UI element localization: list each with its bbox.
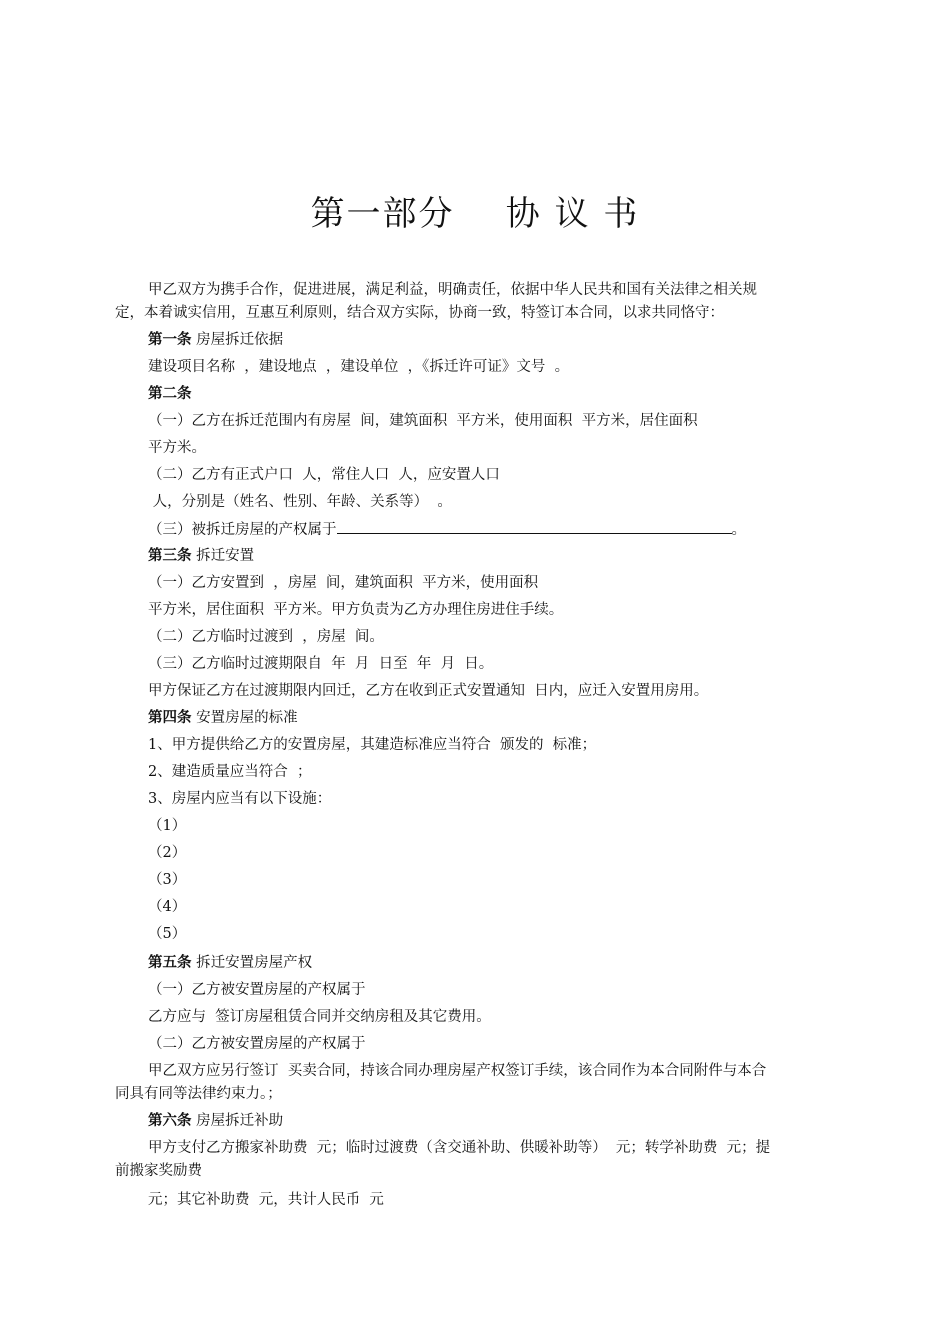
article-3-line-1: （一）乙方安置到 ，房屋 间，建筑面积 平方米，使用面积	[148, 575, 539, 591]
intro-line-1: 甲乙双方为携手合作，促进进展，满足利益，明确责任，依据中华人民共和国有关法律之相关规	[148, 282, 757, 298]
article-2-line-1: （一）乙方在拆迁范围内有房屋 间，建筑面积 平方米，使用面积 平方米，居住面积	[148, 413, 698, 429]
facility-item: （3）	[148, 872, 187, 888]
article-5-heading-line	[148, 953, 312, 973]
intro-line-2: 定，本着诚实信用，互惠互利原则，结合双方实际，协商一致，特签订本合同，以求共同恪守：	[115, 305, 724, 321]
article-4-heading: 第四条	[148, 710, 192, 726]
article-4-line-2: 2、建造质量应当符合 ；	[148, 764, 312, 780]
article-5-line-5: 同具有同等法律约束力。；	[115, 1086, 282, 1102]
page-title: 第一部分 协 议 书	[310, 194, 640, 234]
facility-item: （2）	[148, 845, 187, 861]
facility-item: （5）	[148, 926, 187, 942]
article-2-line-3: （二）乙方有正式户口 人，常住人口 人，应安置人口	[148, 467, 500, 483]
article-5-line-4: 甲乙双方应另行签订 买卖合同，持该合同办理房屋产权签订手续，该合同作为本合同附件与本合	[148, 1063, 767, 1079]
article-2-line-5-prefix: （三）被拆迁房屋的产权属于	[148, 522, 337, 538]
article-3-line-3: （二）乙方临时过渡到 ，房屋 间。	[148, 629, 384, 645]
article-2-heading-line	[148, 384, 192, 404]
article-1-heading-line	[148, 330, 283, 350]
article-6-line-1: 甲方支付乙方搬家补助费 元；临时过渡费（含交通补助、供暖补助等） 元；转学补助费 元；提	[148, 1140, 771, 1156]
facility-item: （1）	[148, 818, 187, 834]
blank-underline	[337, 519, 732, 534]
article-5-title: 拆迁安置房屋产权	[191, 955, 313, 971]
article-5-line-2: 乙方应与 签订房屋租赁合同并交纳房租及其它费用。	[148, 1009, 491, 1025]
article-4-line-1: 1、甲方提供给乙方的安置房屋，其建造标准应当符合 颁发的 标准；	[148, 737, 597, 753]
facility-item: （4）	[148, 899, 187, 915]
article-2-line-5	[148, 519, 746, 540]
article-1-title: 房屋拆迁依据	[191, 332, 284, 348]
article-2-line-4: 人，分别是（姓名、性别、年龄、关系等） 。	[148, 494, 452, 510]
article-1-heading: 第一条	[148, 332, 192, 348]
article-3-heading-line	[148, 546, 254, 566]
article-1-line-1: 建设项目名称 ，建设地点 ，建设单位 ，《拆迁许可证》文号 。	[148, 359, 570, 375]
article-3-heading: 第三条	[148, 548, 192, 564]
article-6-heading-line	[148, 1111, 283, 1131]
article-5-line-3: （二）乙方被安置房屋的产权属于	[148, 1036, 366, 1052]
article-3-line-2: 平方米，居住面积 平方米。甲方负责为乙方办理住房进住手续。	[148, 602, 564, 618]
article-4-title: 安置房屋的标准	[191, 710, 298, 726]
article-3-line-5: 甲方保证乙方在过渡期限内回迁，乙方在收到正式安置通知 日内，应迁入安置用房用。	[148, 683, 709, 699]
article-2-line-5-suffix: 。	[731, 522, 746, 538]
article-6-heading: 第六条	[148, 1113, 192, 1129]
article-2-heading: 第二条	[148, 386, 192, 402]
article-6-line-3: 元；其它补助费 元，共计人民币 元	[148, 1192, 384, 1208]
article-2-line-2: 平方米。	[148, 440, 206, 456]
article-4-heading-line	[148, 708, 298, 728]
article-5-heading: 第五条	[148, 955, 192, 971]
article-3-title: 拆迁安置	[191, 548, 255, 564]
article-4-line-3: 3、房屋内应当有以下设施：	[148, 791, 332, 807]
article-3-line-4: （三）乙方临时过渡期限自 年 月 日至 年 月 日。	[148, 656, 494, 672]
article-6-line-2: 前搬家奖励费	[115, 1163, 202, 1179]
article-5-line-1: （一）乙方被安置房屋的产权属于	[148, 982, 366, 998]
article-6-title: 房屋拆迁补助	[191, 1113, 284, 1129]
